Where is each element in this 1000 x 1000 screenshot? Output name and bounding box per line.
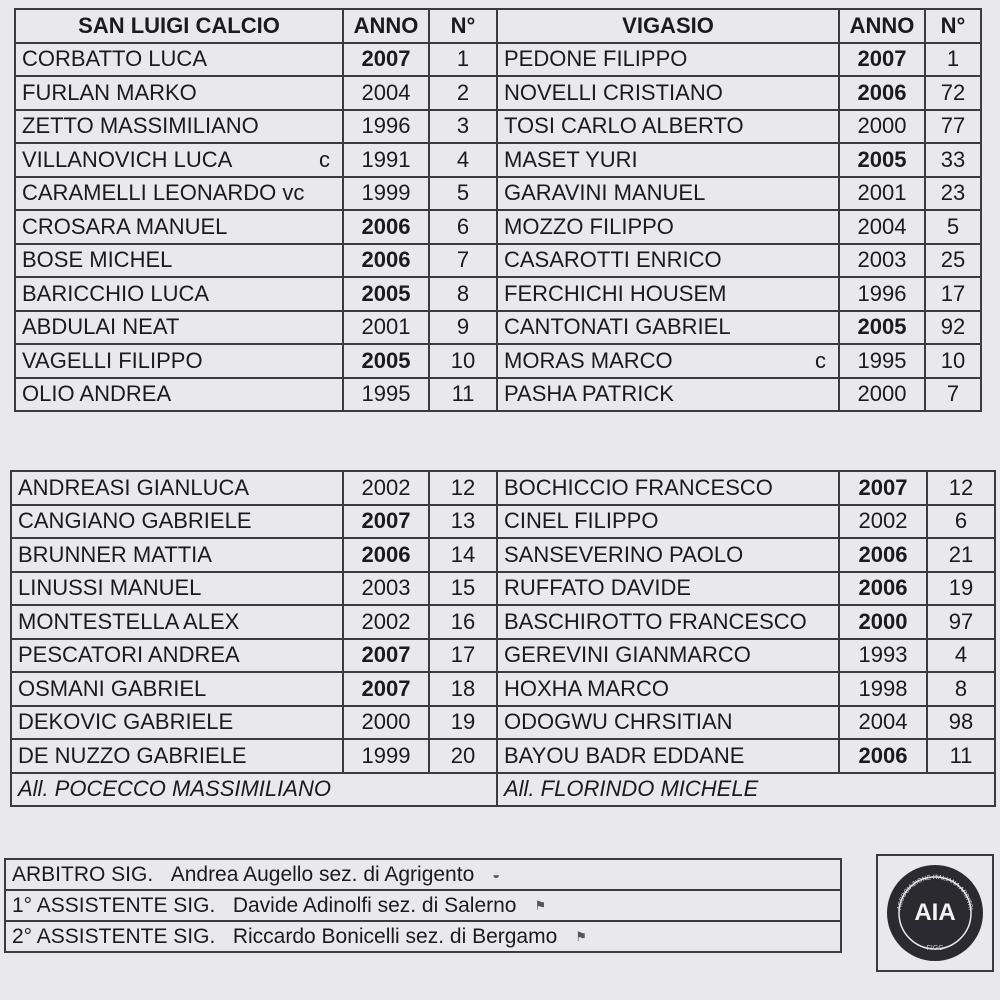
table-row	[11, 739, 995, 773]
away-sub-name: BAYOU BADR EDDANE	[497, 739, 839, 773]
away-player-name-text: CASAROTTI ENRICO	[504, 247, 722, 273]
away-player-name	[497, 110, 839, 144]
away-player-number: 92	[925, 311, 981, 345]
table-row	[11, 505, 995, 539]
away-sub-name: BASCHIROTTO FRANCESCO	[497, 605, 839, 639]
home-sub-year: 2002	[343, 605, 429, 639]
table-row	[15, 311, 981, 345]
home-player-year: 1999	[343, 177, 429, 211]
away-player-name	[497, 277, 839, 311]
home-player-number: 6	[429, 210, 497, 244]
away-player-year: 2007	[839, 43, 925, 77]
home-player-name	[15, 143, 343, 177]
away-player-year: 2001	[839, 177, 925, 211]
home-number-header: N°	[429, 9, 497, 43]
home-team-name: SAN LUIGI CALCIO	[15, 9, 343, 43]
home-player-number: 7	[429, 244, 497, 278]
substitutes-table	[10, 470, 996, 807]
away-player-name	[497, 244, 839, 278]
home-player-name	[15, 210, 343, 244]
coaches-row	[11, 773, 995, 807]
away-player-number: 33	[925, 143, 981, 177]
home-sub-number: 14	[429, 538, 497, 572]
home-sub-year: 2002	[343, 471, 429, 505]
home-sub-name: DE NUZZO GABRIELE	[11, 739, 343, 773]
away-sub-year: 2000	[839, 605, 927, 639]
home-player-number: 9	[429, 311, 497, 345]
home-sub-year: 2007	[343, 505, 429, 539]
away-sub-year: 2006	[839, 739, 927, 773]
table-row	[11, 538, 995, 572]
official-row	[5, 890, 841, 921]
home-year-header: ANNO	[343, 9, 429, 43]
home-player-number: 11	[429, 378, 497, 412]
away-player-name-text: PASHA PATRICK	[504, 381, 674, 407]
home-player-year: 2004	[343, 76, 429, 110]
away-player-name-text: MORAS MARCO	[504, 347, 673, 373]
away-sub-year: 2004	[839, 706, 927, 740]
home-sub-number: 20	[429, 739, 497, 773]
aia-logo-figc-text: FIGC	[926, 945, 944, 952]
away-sub-number: 8	[927, 672, 995, 706]
away-year-header: ANNO	[839, 9, 925, 43]
home-player-name-text: ABDULAI NEAT	[22, 314, 180, 340]
home-player-name	[15, 378, 343, 412]
home-player-year: 1996	[343, 110, 429, 144]
away-player-year: 2003	[839, 244, 925, 278]
home-sub-name: OSMANI GABRIEL	[11, 672, 343, 706]
away-player-name	[497, 76, 839, 110]
table-row	[15, 177, 981, 211]
away-player-name	[497, 210, 839, 244]
away-sub-name: BOCHICCIO FRANCESCO	[497, 471, 839, 505]
home-sub-number: 13	[429, 505, 497, 539]
home-player-year: 2006	[343, 210, 429, 244]
away-player-year: 1995	[839, 344, 925, 378]
away-player-name-text: MOZZO FILIPPO	[504, 213, 674, 239]
official-cell	[5, 921, 841, 952]
home-player-year: 2006	[343, 244, 429, 278]
table-row	[11, 605, 995, 639]
home-player-name-text: CARAMELLI LEONARDO vc	[22, 180, 305, 206]
home-player-name-text: BARICCHIO LUCA	[22, 280, 210, 306]
home-player-name-text: CORBATTO LUCA	[22, 46, 207, 72]
home-player-name-text: VAGELLI FILIPPO	[22, 347, 203, 373]
home-player-number: 4	[429, 143, 497, 177]
starting-lineup-table	[14, 8, 982, 412]
home-player-name	[15, 277, 343, 311]
home-sub-number: 19	[429, 706, 497, 740]
home-player-number: 10	[429, 344, 497, 378]
away-sub-year: 1998	[839, 672, 927, 706]
home-player-name-text: BOSE MICHEL	[22, 247, 173, 273]
table-row	[15, 210, 981, 244]
away-player-year: 2000	[839, 110, 925, 144]
away-sub-year: 2002	[839, 505, 927, 539]
away-player-number: 5	[925, 210, 981, 244]
away-player-name	[497, 143, 839, 177]
away-sub-number: 4	[927, 639, 995, 673]
home-sub-name: CANGIANO GABRIELE	[11, 505, 343, 539]
away-player-year: 1996	[839, 277, 925, 311]
home-player-name-text: ZETTO MASSIMILIANO	[22, 113, 259, 139]
home-player-year: 2005	[343, 344, 429, 378]
home-sub-year: 2007	[343, 639, 429, 673]
aia-logo	[876, 854, 994, 972]
table-row	[15, 143, 981, 177]
away-player-name	[497, 378, 839, 412]
home-player-name	[15, 43, 343, 77]
home-player-name-text: VILLANOVICH LUCA	[22, 146, 233, 172]
home-player-number: 8	[429, 277, 497, 311]
official-name: Andrea Augello sez. di Agrigento	[170, 862, 475, 886]
home-sub-year: 1999	[343, 739, 429, 773]
officials-table	[4, 858, 842, 953]
away-player-year: 2005	[839, 311, 925, 345]
away-player-year: 2004	[839, 210, 925, 244]
home-player-name	[15, 177, 343, 211]
home-coach: All. POCECCO MASSIMILIANO	[11, 773, 497, 807]
away-player-name-text: GARAVINI MANUEL	[504, 180, 706, 206]
table-row	[11, 471, 995, 505]
home-sub-number: 12	[429, 471, 497, 505]
home-sub-year: 2007	[343, 672, 429, 706]
away-player-name	[497, 311, 839, 345]
aia-logo-text: AIA	[914, 899, 956, 926]
away-player-number: 10	[925, 344, 981, 378]
home-player-name-text: OLIO ANDREA	[22, 381, 172, 407]
away-sub-name: RUFFATO DAVIDE	[497, 572, 839, 606]
home-player-year: 2007	[343, 43, 429, 77]
away-player-year: 2006	[839, 76, 925, 110]
home-player-name	[15, 244, 343, 278]
table-row	[11, 672, 995, 706]
official-role: 2° ASSISTENTE SIG.	[12, 924, 216, 948]
away-player-year: 2005	[839, 143, 925, 177]
official-role: ARBITRO SIG.	[12, 862, 154, 886]
official-role: 1° ASSISTENTE SIG.	[12, 893, 216, 917]
away-player-name-text: NOVELLI CRISTIANO	[504, 79, 723, 105]
table-row	[15, 110, 981, 144]
away-coach: All. FLORINDO MICHELE	[497, 773, 995, 807]
away-sub-year: 1993	[839, 639, 927, 673]
away-sub-name: SANSEVERINO PAOLO	[497, 538, 839, 572]
home-player-number: 1	[429, 43, 497, 77]
official-row	[5, 921, 841, 952]
away-sub-name: GEREVINI GIANMARCO	[497, 639, 839, 673]
away-player-name-text: MASET YURI	[504, 146, 638, 172]
away-player-name-text: TOSI CARLO ALBERTO	[504, 113, 744, 139]
aia-logo-icon	[884, 862, 986, 964]
home-sub-name: MONTESTELLA ALEX	[11, 605, 343, 639]
home-player-year: 2001	[343, 311, 429, 345]
table-row	[15, 43, 981, 77]
away-number-header: N°	[925, 9, 981, 43]
away-player-name-text: PEDONE FILIPPO	[504, 46, 688, 72]
away-sub-number: 12	[927, 471, 995, 505]
away-sub-number: 98	[927, 706, 995, 740]
official-cell	[5, 859, 841, 890]
table-row	[15, 378, 981, 412]
away-sub-year: 2007	[839, 471, 927, 505]
home-sub-year: 2006	[343, 538, 429, 572]
table-row	[15, 344, 981, 378]
away-player-number: 17	[925, 277, 981, 311]
flag-icon: ⚑	[534, 897, 547, 913]
away-player-year: 2000	[839, 378, 925, 412]
home-sub-number: 16	[429, 605, 497, 639]
away-player-number: 23	[925, 177, 981, 211]
away-player-number: 7	[925, 378, 981, 412]
starters-header-row	[15, 9, 981, 43]
home-sub-name: BRUNNER MATTIA	[11, 538, 343, 572]
home-sub-name: ANDREASI GIANLUCA	[11, 471, 343, 505]
away-team-name: VIGASIO	[497, 9, 839, 43]
home-player-year: 2005	[343, 277, 429, 311]
home-player-name-text: FURLAN MARKO	[22, 79, 197, 105]
home-sub-name: DEKOVIC GABRIELE	[11, 706, 343, 740]
home-sub-number: 18	[429, 672, 497, 706]
away-sub-number: 21	[927, 538, 995, 572]
away-player-name-text: FERCHICHI HOUSEM	[504, 280, 727, 306]
whistle-icon: ◒	[492, 867, 501, 883]
away-player-name	[497, 43, 839, 77]
away-player-number: 1	[925, 43, 981, 77]
aia-logo-ring-text: ASSOCIAZIONE ITALIANA ARBITRI	[896, 873, 974, 911]
home-sub-number: 17	[429, 639, 497, 673]
home-player-name	[15, 110, 343, 144]
home-player-year: 1991	[343, 143, 429, 177]
away-player-number: 25	[925, 244, 981, 278]
official-row	[5, 859, 841, 890]
away-sub-number: 19	[927, 572, 995, 606]
away-sub-number: 11	[927, 739, 995, 773]
captain-badge: c	[319, 146, 330, 172]
away-player-number: 72	[925, 76, 981, 110]
home-sub-name: PESCATORI ANDREA	[11, 639, 343, 673]
home-player-name	[15, 344, 343, 378]
home-player-name	[15, 311, 343, 345]
table-row	[11, 572, 995, 606]
table-row	[15, 244, 981, 278]
away-sub-name: CINEL FILIPPO	[497, 505, 839, 539]
away-sub-year: 2006	[839, 572, 927, 606]
home-player-name-text: CROSARA MANUEL	[22, 213, 228, 239]
home-player-number: 3	[429, 110, 497, 144]
home-player-year: 1995	[343, 378, 429, 412]
table-row	[15, 76, 981, 110]
away-player-name	[497, 344, 839, 378]
home-sub-number: 15	[429, 572, 497, 606]
away-sub-number: 6	[927, 505, 995, 539]
table-row	[11, 706, 995, 740]
captain-badge: c	[815, 347, 826, 373]
official-name: Davide Adinolfi sez. di Salerno	[232, 893, 517, 917]
away-player-number: 77	[925, 110, 981, 144]
home-player-number: 5	[429, 177, 497, 211]
official-name: Riccardo Bonicelli sez. di Bergamo	[232, 924, 558, 948]
away-player-name	[497, 177, 839, 211]
away-sub-number: 97	[927, 605, 995, 639]
home-sub-year: 2000	[343, 706, 429, 740]
home-player-name	[15, 76, 343, 110]
table-row	[11, 639, 995, 673]
home-sub-name: LINUSSI MANUEL	[11, 572, 343, 606]
away-sub-name: ODOGWU CHRSITIAN	[497, 706, 839, 740]
official-cell	[5, 890, 841, 921]
home-sub-year: 2003	[343, 572, 429, 606]
away-player-name-text: CANTONATI GABRIEL	[504, 314, 731, 340]
away-sub-year: 2006	[839, 538, 927, 572]
table-row	[15, 277, 981, 311]
flag-icon: ⚑	[575, 928, 587, 944]
home-player-number: 2	[429, 76, 497, 110]
away-sub-name: HOXHA MARCO	[497, 672, 839, 706]
